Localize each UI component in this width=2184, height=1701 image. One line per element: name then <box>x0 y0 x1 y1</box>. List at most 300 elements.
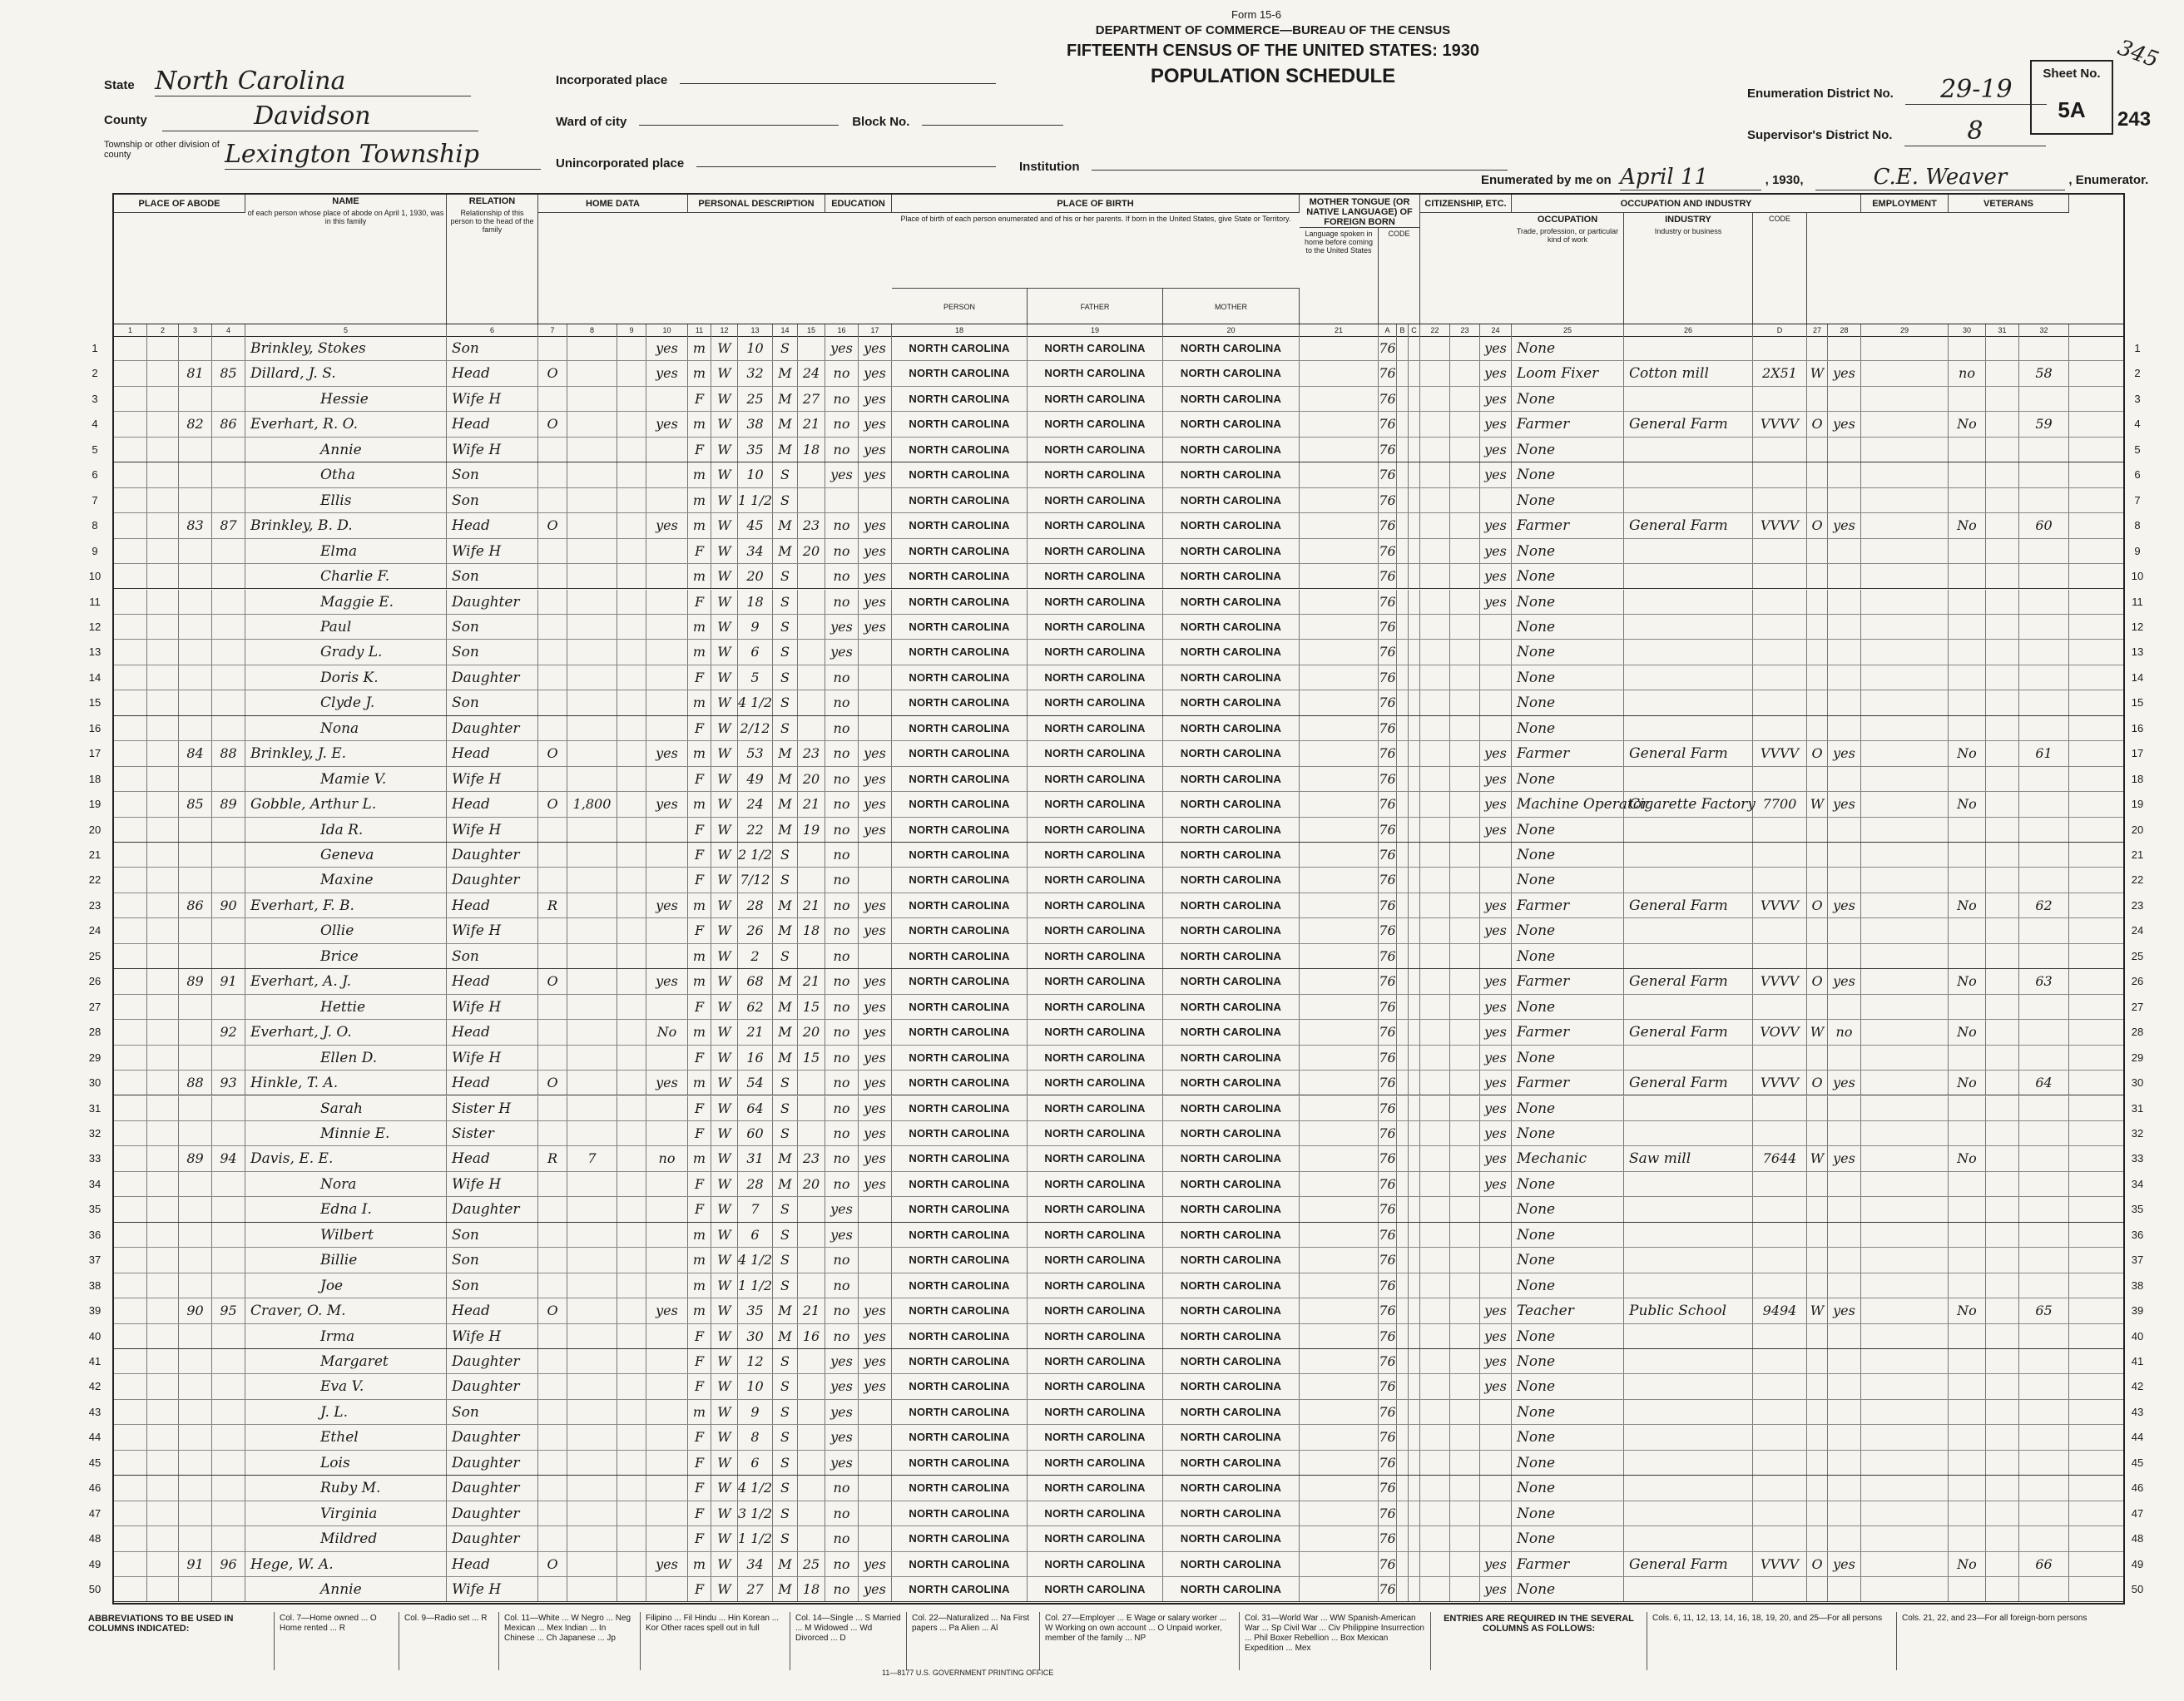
cell-rd <box>859 640 892 664</box>
cell-race: W <box>711 640 738 664</box>
cell-pobf: NORTH CAROLINA <box>1028 1172 1163 1196</box>
cell-rad <box>617 438 646 462</box>
cell-i <box>1420 1197 1450 1221</box>
cell-code: 76 <box>1379 387 1397 411</box>
cell-t <box>1300 1020 1379 1044</box>
cell-sch: no <box>825 361 859 385</box>
cell-fs <box>2019 1501 2069 1525</box>
cell-rd: yes <box>859 615 892 639</box>
name-desc: of each person whose place of abode on April 1, 1930, was in this family <box>247 209 444 225</box>
cell-cw <box>1807 1324 1828 1348</box>
cell-emp <box>1828 1526 1861 1550</box>
cell-pobm: NORTH CAROLINA <box>1163 868 1300 892</box>
cell-mar <box>798 1121 825 1145</box>
table-row <box>88 1071 2144 1095</box>
cell-age: 10 <box>738 336 773 360</box>
cell-c <box>1409 1273 1420 1298</box>
column-number: 7 <box>538 324 567 336</box>
cell-cw: W <box>1807 1020 1828 1044</box>
cell-pobm: NORTH CAROLINA <box>1163 1552 1300 1576</box>
cell-mar <box>798 843 825 867</box>
cell-sch: no <box>825 868 859 892</box>
column-number: 18 <box>892 324 1028 336</box>
line-number-right: 47 <box>2131 1506 2144 1520</box>
cell-b <box>1397 1476 1409 1500</box>
cell-own <box>538 462 567 487</box>
cell-c <box>1409 818 1420 842</box>
cell-dw <box>114 1121 147 1145</box>
cell-rd <box>859 1476 892 1500</box>
cell-name: Hege, W. A. <box>245 1552 447 1576</box>
incorporated-line <box>680 83 996 84</box>
cell-ms: S <box>773 1197 798 1221</box>
cell-vet <box>1949 387 1986 411</box>
ward-line <box>639 125 839 126</box>
cell-race: W <box>711 944 738 968</box>
cell-n <box>1450 412 1480 436</box>
cell-w <box>1986 1197 2019 1221</box>
cell-own <box>538 818 567 842</box>
cell-ind <box>1624 387 1753 411</box>
cell-eng <box>1480 1476 1512 1500</box>
cell-fam <box>212 995 245 1019</box>
cell-rel: Son <box>447 1400 538 1424</box>
cell-pobm: NORTH CAROLINA <box>1163 539 1300 563</box>
cell-l <box>1861 1121 1949 1145</box>
cell-fs <box>2019 1046 2069 1070</box>
cell-rad <box>617 1172 646 1196</box>
cell-dw <box>114 1400 147 1424</box>
cell-rad <box>617 412 646 436</box>
cell-ms: S <box>773 1451 798 1475</box>
cell-dw <box>114 918 147 942</box>
cell-c <box>1409 741 1420 765</box>
line-number-right: 26 <box>2131 975 2144 988</box>
cell-vet <box>1949 767 1986 791</box>
cell-rd: yes <box>859 513 892 537</box>
line-number: 3 <box>92 392 98 405</box>
cell-eng <box>1480 1197 1512 1221</box>
cell-fs <box>2019 818 2069 842</box>
cell-pobm: NORTH CAROLINA <box>1163 1526 1300 1550</box>
cell-dw2 <box>179 640 212 664</box>
cell-rel: Son <box>447 944 538 968</box>
cell-i <box>1420 1552 1450 1576</box>
cell-dw <box>114 1476 147 1500</box>
cell-farm <box>646 1046 688 1070</box>
cell-val <box>567 665 617 690</box>
cell-val <box>567 513 617 537</box>
cell-pobm: NORTH CAROLINA <box>1163 1476 1300 1500</box>
cell-mar <box>798 1400 825 1424</box>
cell-rd: yes <box>859 1046 892 1070</box>
cell-mar: 21 <box>798 1298 825 1323</box>
cell-t <box>1300 818 1379 842</box>
cell-race: W <box>711 995 738 1019</box>
cell-pob: NORTH CAROLINA <box>892 1501 1028 1525</box>
cell-rel: Wife H <box>447 1172 538 1196</box>
cell-code: 76 <box>1379 412 1397 436</box>
cell-sch: no <box>825 1324 859 1348</box>
cell-age: 2/12 <box>738 716 773 740</box>
cell-pobf: NORTH CAROLINA <box>1028 944 1163 968</box>
line-number-right: 49 <box>2131 1557 2144 1570</box>
cell-occ: None <box>1512 336 1624 360</box>
column-number: 14 <box>773 324 798 336</box>
cell-dw <box>114 868 147 892</box>
column-number: 10 <box>646 324 688 336</box>
cell-dw2 <box>179 843 212 867</box>
cell-sch: yes <box>825 1451 859 1475</box>
cell-w <box>1986 741 2019 765</box>
table-row <box>88 918 2144 943</box>
cell-c <box>1409 1324 1420 1348</box>
cell-pob: NORTH CAROLINA <box>892 1451 1028 1475</box>
cell-rd <box>859 1248 892 1272</box>
cell-val <box>567 1451 617 1475</box>
cell-name: Mildred <box>245 1526 447 1550</box>
cell-emp <box>1828 716 1861 740</box>
cell-fs: 60 <box>2019 513 2069 537</box>
cell-name: Doris K. <box>245 665 447 690</box>
cell-eng: yes <box>1480 1096 1512 1120</box>
cell-own <box>538 590 567 614</box>
cell-vet <box>1949 564 1986 588</box>
cell-rad <box>617 590 646 614</box>
cell-pob: NORTH CAROLINA <box>892 690 1028 715</box>
cell-name: Maggie E. <box>245 590 447 614</box>
cell-dw2: 83 <box>179 513 212 537</box>
cell-age: 6 <box>738 640 773 664</box>
cell-mar <box>798 1476 825 1500</box>
cell-race: W <box>711 488 738 512</box>
cell-oc <box>1753 1577 1807 1601</box>
cell-pob: NORTH CAROLINA <box>892 1020 1028 1044</box>
cell-rd <box>859 1501 892 1525</box>
cell-pobm: NORTH CAROLINA <box>1163 1425 1300 1449</box>
cell-t <box>1300 462 1379 487</box>
cell-pob: NORTH CAROLINA <box>892 488 1028 512</box>
cell-ind: General Farm <box>1624 969 1753 993</box>
cell-n <box>1450 361 1480 385</box>
cell-rel: Head <box>447 1146 538 1170</box>
table-row <box>88 1121 2144 1146</box>
cell-code: 76 <box>1379 1223 1397 1247</box>
cell-ms: S <box>773 1425 798 1449</box>
cell-own: O <box>538 513 567 537</box>
cell-b <box>1397 1020 1409 1044</box>
cell-cw <box>1807 1096 1828 1120</box>
cell-sch: yes <box>825 615 859 639</box>
cell-l <box>1861 564 1949 588</box>
cell-sex: F <box>688 1324 711 1348</box>
cell-eng <box>1480 665 1512 690</box>
cell-dw2 <box>179 1046 212 1070</box>
cell-n <box>1450 564 1480 588</box>
cell-n <box>1450 792 1480 816</box>
cell-age: 27 <box>738 1577 773 1601</box>
cell-fs <box>2019 462 2069 487</box>
cell-pob: NORTH CAROLINA <box>892 1071 1028 1095</box>
cell-code: 76 <box>1379 792 1397 816</box>
cell-eng: yes <box>1480 818 1512 842</box>
cell-mar <box>798 1349 825 1373</box>
cell-a <box>147 893 179 917</box>
cell-a <box>147 792 179 816</box>
group-education: EDUCATION <box>825 195 892 213</box>
line-number: 4 <box>92 418 98 431</box>
cell-oc: VVVV <box>1753 1071 1807 1095</box>
cell-ms: M <box>773 1298 798 1323</box>
cell-code: 76 <box>1379 1197 1397 1221</box>
cell-val <box>567 1349 617 1373</box>
cell-rad <box>617 843 646 867</box>
cell-c <box>1409 893 1420 917</box>
entries-all: Cols. 6, 11, 12, 13, 14, 16, 18, 19, 20, and 25—For all persons <box>1647 1612 1897 1670</box>
cell-fs <box>2019 1374 2069 1398</box>
cell-b <box>1397 1223 1409 1247</box>
cell-own <box>538 918 567 942</box>
cell-sch: no <box>825 1172 859 1196</box>
cell-w <box>1986 716 2019 740</box>
cell-b <box>1397 843 1409 867</box>
cell-dw2 <box>179 1451 212 1475</box>
cell-cw <box>1807 868 1828 892</box>
cell-l <box>1861 488 1949 512</box>
cell-w <box>1986 336 2019 360</box>
cell-mar <box>798 716 825 740</box>
cell-race: W <box>711 462 738 487</box>
table-row <box>88 1146 2144 1171</box>
cell-rel: Head <box>447 1552 538 1576</box>
line-number-right: 20 <box>2131 823 2144 836</box>
line-number-right: 34 <box>2131 1177 2144 1190</box>
cell-sex: F <box>688 438 711 462</box>
cell-pob: NORTH CAROLINA <box>892 843 1028 867</box>
cell-fam <box>212 488 245 512</box>
cell-occ: None <box>1512 462 1624 487</box>
cell-pobf: NORTH CAROLINA <box>1028 1096 1163 1120</box>
cell-pobf: NORTH CAROLINA <box>1028 893 1163 917</box>
ward-label: Ward of city <box>556 115 627 129</box>
cell-race: W <box>711 1071 738 1095</box>
cell-w <box>1986 513 2019 537</box>
cell-fam <box>212 1197 245 1221</box>
cell-farm <box>646 1425 688 1449</box>
cell-vet: No <box>1949 893 1986 917</box>
cell-a <box>147 615 179 639</box>
cell-eng: yes <box>1480 1121 1512 1145</box>
cell-pobm: NORTH CAROLINA <box>1163 767 1300 791</box>
cell-occ: None <box>1512 690 1624 715</box>
cell-fam: 94 <box>212 1146 245 1170</box>
cell-name: Brice <box>245 944 447 968</box>
cell-dw2 <box>179 995 212 1019</box>
cell-w <box>1986 438 2019 462</box>
cell-age: 62 <box>738 995 773 1019</box>
cell-ind <box>1624 590 1753 614</box>
cell-t <box>1300 969 1379 993</box>
cell-farm <box>646 716 688 740</box>
cell-pobm: NORTH CAROLINA <box>1163 1349 1300 1373</box>
cell-rel: Daughter <box>447 665 538 690</box>
cell-rad <box>617 1273 646 1298</box>
cell-b <box>1397 615 1409 639</box>
cell-dw <box>114 438 147 462</box>
cell-b <box>1397 488 1409 512</box>
cell-race: W <box>711 1298 738 1323</box>
cell-pob: NORTH CAROLINA <box>892 564 1028 588</box>
line-number-right: 33 <box>2131 1152 2144 1165</box>
line-number-right: 31 <box>2131 1101 2144 1115</box>
line-number: 23 <box>88 898 102 912</box>
table-row <box>92 488 2141 513</box>
cell-occ: None <box>1512 1476 1624 1500</box>
cell-own <box>538 868 567 892</box>
cell-l <box>1861 513 1949 537</box>
cell-code: 76 <box>1379 640 1397 664</box>
line-number-right: 5 <box>2134 443 2141 456</box>
cell-w <box>1986 1451 2019 1475</box>
cell-fam <box>212 1223 245 1247</box>
cell-rad <box>617 690 646 715</box>
cell-code: 76 <box>1379 564 1397 588</box>
cell-sex: m <box>688 615 711 639</box>
enumerated-year: , 1930, <box>1765 173 1804 187</box>
cell-sex: F <box>688 1476 711 1500</box>
cell-pob: NORTH CAROLINA <box>892 336 1028 360</box>
cell-age: 60 <box>738 1121 773 1145</box>
line-number-right: 29 <box>2131 1051 2144 1064</box>
cell-eng: yes <box>1480 336 1512 360</box>
cell-emp <box>1828 918 1861 942</box>
cell-name: Brinkley, Stokes <box>245 336 447 360</box>
cell-rd: yes <box>859 387 892 411</box>
cell-own <box>538 995 567 1019</box>
cell-own <box>538 336 567 360</box>
cell-fs: 63 <box>2019 969 2069 993</box>
printer-note: 11—8177 U.S. GOVERNMENT PRINTING OFFICE <box>882 1669 1054 1677</box>
cell-oc <box>1753 1324 1807 1348</box>
cell-b <box>1397 1501 1409 1525</box>
cell-sch: no <box>825 1526 859 1550</box>
cell-sch: yes <box>825 1400 859 1424</box>
cell-occ: None <box>1512 640 1624 664</box>
cell-dw2 <box>179 1197 212 1221</box>
cell-b <box>1397 767 1409 791</box>
cell-eng <box>1480 1501 1512 1525</box>
line-number: 15 <box>88 696 102 710</box>
cell-dw <box>114 1425 147 1449</box>
cell-eng: yes <box>1480 1071 1512 1095</box>
cell-age: 26 <box>738 918 773 942</box>
cell-vet <box>1949 1172 1986 1196</box>
cell-sch: yes <box>825 462 859 487</box>
cell-l <box>1861 918 1949 942</box>
cell-fs <box>2019 792 2069 816</box>
cell-name: Ruby M. <box>245 1476 447 1500</box>
line-number-right: 44 <box>2131 1431 2144 1444</box>
cell-cw <box>1807 1248 1828 1272</box>
cell-dw2 <box>179 615 212 639</box>
cell-farm <box>646 1273 688 1298</box>
cell-fs <box>2019 1349 2069 1373</box>
cell-b <box>1397 387 1409 411</box>
cell-pobm: NORTH CAROLINA <box>1163 1046 1300 1070</box>
cell-oc <box>1753 1526 1807 1550</box>
cell-vet <box>1949 1349 1986 1373</box>
cell-fs <box>2019 615 2069 639</box>
cell-eng <box>1480 488 1512 512</box>
cell-dw <box>114 564 147 588</box>
cell-l <box>1861 1374 1949 1398</box>
cell-sch: no <box>825 539 859 563</box>
cell-name: Everhart, A. J. <box>245 969 447 993</box>
line-number: 29 <box>88 1051 102 1064</box>
cell-dw <box>114 361 147 385</box>
cell-t <box>1300 361 1379 385</box>
cell-rd: yes <box>859 767 892 791</box>
cell-sex: m <box>688 969 711 993</box>
cell-rd: yes <box>859 1096 892 1120</box>
cell-b <box>1397 944 1409 968</box>
table-row <box>88 1552 2144 1577</box>
cell-mar: 21 <box>798 893 825 917</box>
cell-oc: 7644 <box>1753 1146 1807 1170</box>
cell-fam: 85 <box>212 361 245 385</box>
cell-i <box>1420 1501 1450 1525</box>
cell-oc: 2X51 <box>1753 361 1807 385</box>
cell-name: Paul <box>245 615 447 639</box>
cell-emp: yes <box>1828 792 1861 816</box>
cell-pobf: NORTH CAROLINA <box>1028 438 1163 462</box>
block-label: Block No. <box>852 115 910 129</box>
line-number-right: 21 <box>2131 848 2144 861</box>
industry-desc: Industry or business <box>1654 227 1722 235</box>
cell-occ: None <box>1512 1577 1624 1601</box>
cell-w <box>1986 665 2019 690</box>
cell-vet <box>1949 1096 1986 1120</box>
cell-age: 38 <box>738 412 773 436</box>
cell-name: Ethel <box>245 1425 447 1449</box>
cell-dw2 <box>179 944 212 968</box>
cell-t <box>1300 539 1379 563</box>
cell-dw <box>114 539 147 563</box>
table-row <box>88 1298 2144 1323</box>
cell-sex: F <box>688 1096 711 1120</box>
cell-n <box>1450 868 1480 892</box>
cell-emp <box>1828 690 1861 715</box>
cell-ind <box>1624 1451 1753 1475</box>
column-number: 9 <box>617 324 646 336</box>
cell-dw <box>114 1577 147 1601</box>
cell-age: 5 <box>738 665 773 690</box>
cell-farm <box>646 1349 688 1373</box>
cell-mar <box>798 1374 825 1398</box>
cell-fs <box>2019 1451 2069 1475</box>
cell-i <box>1420 513 1450 537</box>
line-number: 13 <box>88 645 102 659</box>
cell-rad <box>617 818 646 842</box>
cell-vet <box>1949 1501 1986 1525</box>
cell-mar <box>798 1425 825 1449</box>
cell-c <box>1409 438 1420 462</box>
cell-mar: 21 <box>798 792 825 816</box>
cell-w <box>1986 995 2019 1019</box>
cell-w <box>1986 893 2019 917</box>
cell-w <box>1986 1476 2019 1500</box>
cell-pobf: NORTH CAROLINA <box>1028 1121 1163 1145</box>
